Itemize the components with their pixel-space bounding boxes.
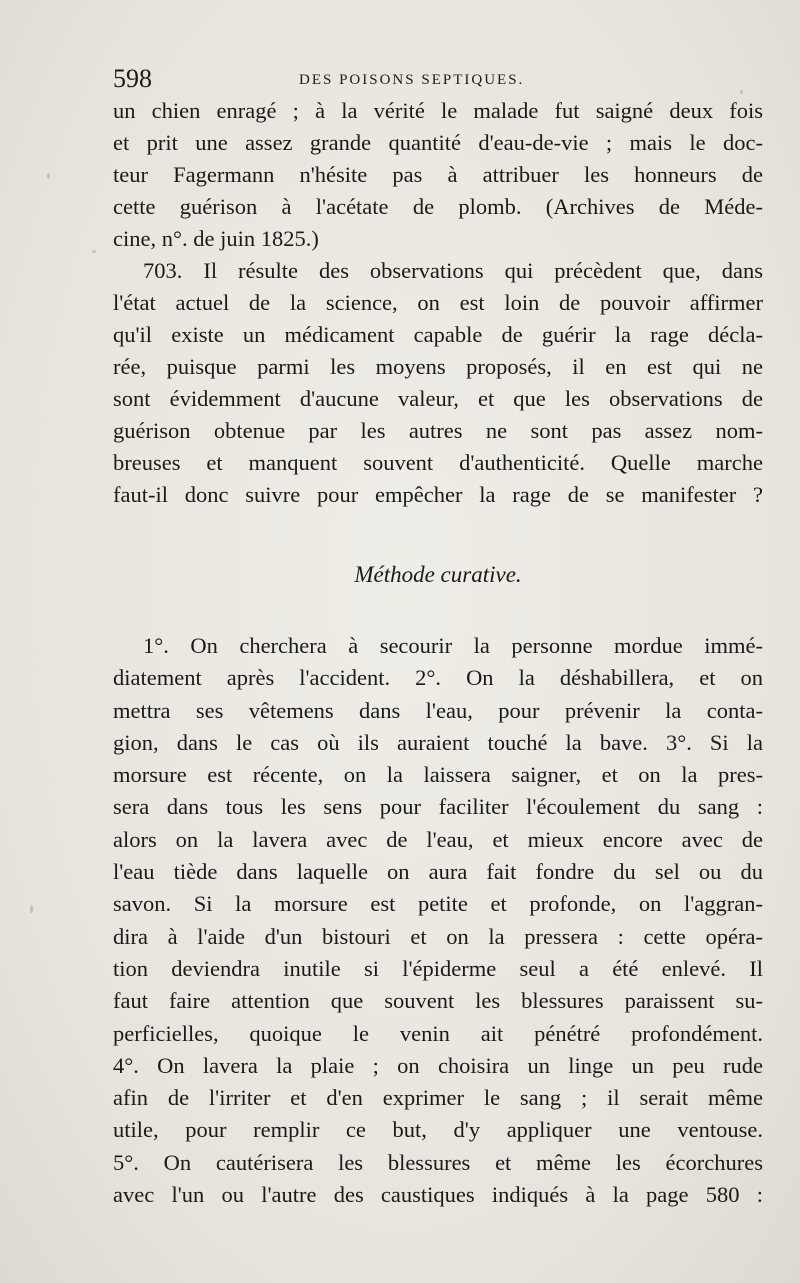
text-line: dira à l'aide d'un bistouri et on la pressera : cette opéra- — [113, 923, 763, 949]
text-line: diatement après l'accident. 2°. On la déshabillera, et on — [113, 665, 763, 691]
text-line: avec l'un ou l'autre des caustiques indiqués à la page 580 : — [113, 1182, 763, 1208]
text-line: un chien enragé ; à la vérité le malade fut saigné deux fois — [113, 98, 763, 123]
text-line: sera dans tous les sens pour faciliter l'écoulement du sang : — [113, 794, 763, 820]
page-header — [113, 62, 763, 96]
text-line: afin de l'irriter et d'en exprimer le sang ; il serait même — [113, 1085, 763, 1111]
text-line: tion deviendra inutile si l'épiderme seul a été enlevé. Il — [113, 955, 763, 981]
text-line: faut-il donc suivre pour empêcher la rage de se manifester ? — [113, 482, 763, 507]
text-line: 703. Il résulte des observations qui précèdent que, dans — [143, 258, 763, 283]
text-line: mettra ses vêtemens dans l'eau, pour prévenir la conta- — [113, 697, 763, 723]
text-line: alors on la lavera avec de l'eau, et mieux encore avec de — [113, 826, 763, 852]
text-line: teur Fagermann n'hésite pas à attribuer les honneurs de — [113, 162, 763, 187]
paper-speck — [92, 250, 96, 253]
paragraph-block-2 — [113, 630, 763, 1211]
paper-speck — [30, 905, 33, 913]
text-line: l'état actuel de la science, on est loin de pouvoir affirmer — [113, 290, 763, 315]
text-line: 1°. On cherchera à secourir la personne mordue immé- — [143, 633, 763, 658]
text-line: cette guérison à l'acétate de plomb. (Archives de Méde- — [113, 194, 763, 219]
paper-speck — [47, 173, 50, 179]
running-head: DES POISONS SEPTIQUES. — [299, 72, 525, 88]
text-line: sont évidemment d'aucune valeur, et que les observations de — [113, 386, 763, 411]
paper-speck — [740, 90, 743, 94]
text-line: l'eau tiède dans laquelle on aura fait fondre du sel ou du — [113, 859, 763, 885]
text-line: cine, n°. de juin 1825.) — [113, 226, 319, 251]
text-line: rée, puisque parmi les moyens proposés, il en est qui ne — [113, 354, 763, 379]
text-line: gion, dans le cas où ils auraient touché la bave. 3°. Si la — [113, 729, 763, 755]
paragraph-block-1 — [113, 95, 763, 511]
text-line: utile, pour remplir ce but, d'y appliquer une ventouse. — [113, 1117, 763, 1143]
text-line: faut faire attention que souvent les blessures paraissent su- — [113, 988, 763, 1014]
text-line: 5°. On cautérisera les blessures et même les écorchures — [113, 1149, 763, 1175]
text-line: et prit une assez grande quantité d'eau-de-vie ; mais le doc- — [113, 130, 763, 155]
text-line: perficielles, quoique le venin ait pénétré profondément. — [113, 1020, 763, 1046]
page-number: 598 — [113, 64, 152, 93]
section-title: Méthode curative. — [354, 562, 522, 587]
text-line: morsure est récente, on la laissera saigner, et on la pres- — [113, 762, 763, 788]
text-line: 4°. On lavera la plaie ; on choisira un linge un peu rude — [113, 1052, 763, 1078]
text-line: qu'il existe un médicament capable de guérir la rage décla- — [113, 322, 763, 347]
text-line: savon. Si la morsure est petite et profonde, on l'aggran- — [113, 891, 763, 917]
text-line: breuses et manquent souvent d'authenticité. Quelle marche — [113, 450, 763, 475]
text-line: guérison obtenue par les autres ne sont pas assez nom- — [113, 418, 763, 443]
